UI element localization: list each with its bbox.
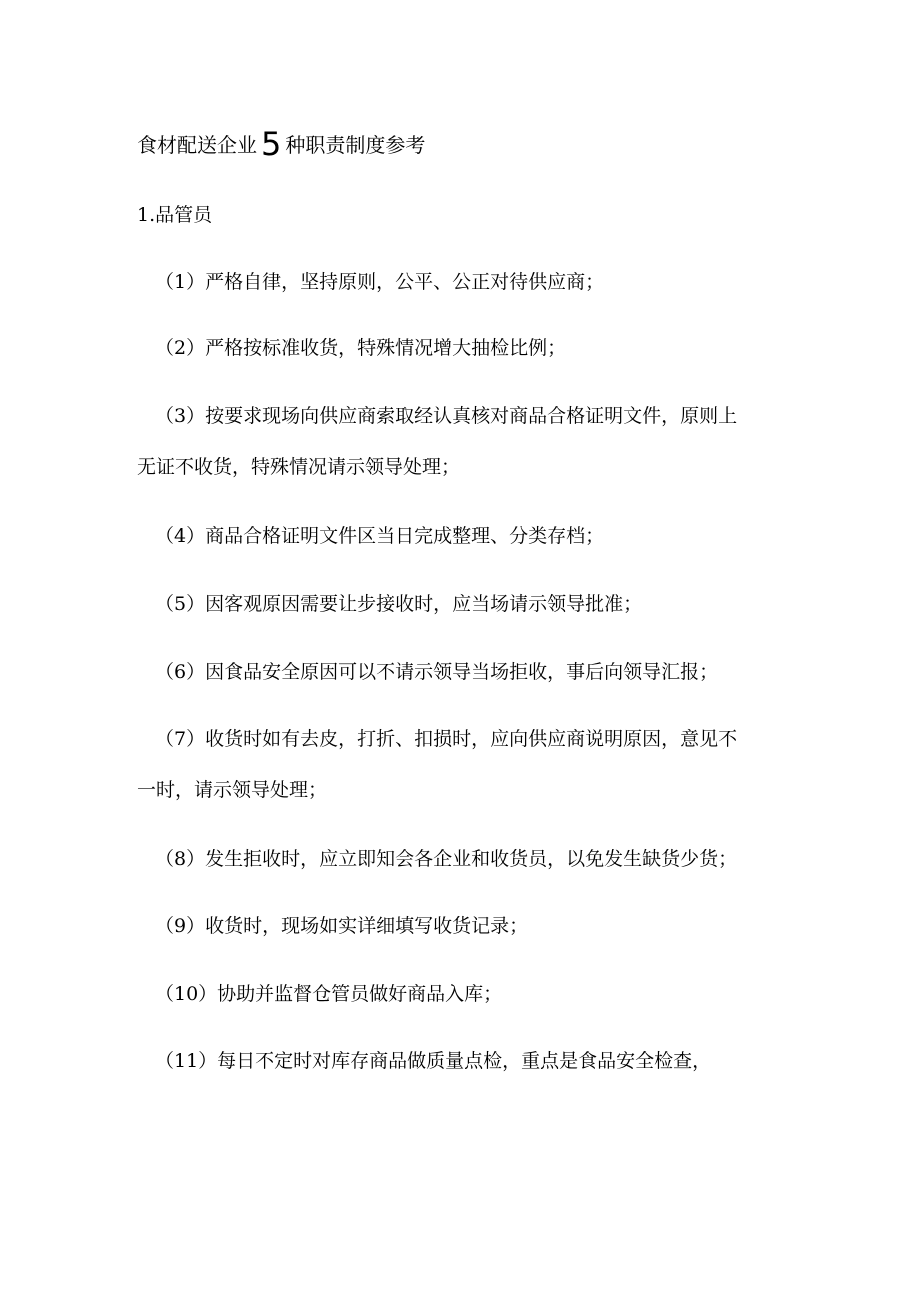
list-item: [137, 724, 777, 805]
list-item-line: （5）因客观原因需要让步接收时，应当场请示领导批准；: [155, 593, 643, 615]
list-item-line: （2）严格按标准收货，特殊情况增大抽检比例；: [155, 337, 567, 359]
list-item-line: （4）商品合格证明文件区当日完成整理、分类存档；: [155, 525, 605, 547]
list-item-line: （3）按要求现场向供应商索取经认真核对商品合格证明文件，原则上: [155, 405, 738, 427]
title-prefix: 食材配送企业: [137, 133, 257, 157]
list-item-line: 一时，请示领导处理；: [137, 779, 328, 801]
list-item-line: （11）每日不定时对库存商品做质量点检，重点是食品安全检查，: [155, 1050, 712, 1072]
list-item-line: （10）协助并监督仓管员做好商品入库；: [155, 983, 503, 1005]
section-heading: 1.品管员: [137, 204, 213, 226]
list-item-line: （6）因食品安全原因可以不请示领导当场拒收，事后向领导汇报；: [155, 661, 719, 683]
list-item: [137, 1046, 777, 1076]
list-item: [137, 979, 777, 1009]
list-item-line: 无证不收货，特殊情况请示领导处理；: [137, 456, 461, 478]
list-item: [137, 844, 777, 874]
list-item: [137, 589, 777, 619]
list-item: [137, 911, 777, 941]
list-item-line: （9）收货时，现场如实详细填写收货记录；: [155, 915, 529, 937]
list-item-line: （7）收货时如有去皮，打折、扣损时，应向供应商说明原因，意见不: [155, 728, 738, 750]
list-item: [137, 401, 777, 482]
title-suffix: 种职责制度参考: [285, 133, 426, 157]
document-title: [137, 126, 425, 163]
title-number: 5: [261, 125, 282, 163]
list-item: [137, 333, 777, 363]
list-item-line: （8）发生拒收时，应立即知会各企业和收货员，以免发生缺货少货；: [155, 848, 738, 870]
list-item: [137, 521, 777, 551]
list-item: [137, 267, 777, 297]
list-item: [137, 657, 777, 687]
list-item-line: （1）严格自律，坚持原则，公平、公正对待供应商；: [155, 271, 605, 293]
